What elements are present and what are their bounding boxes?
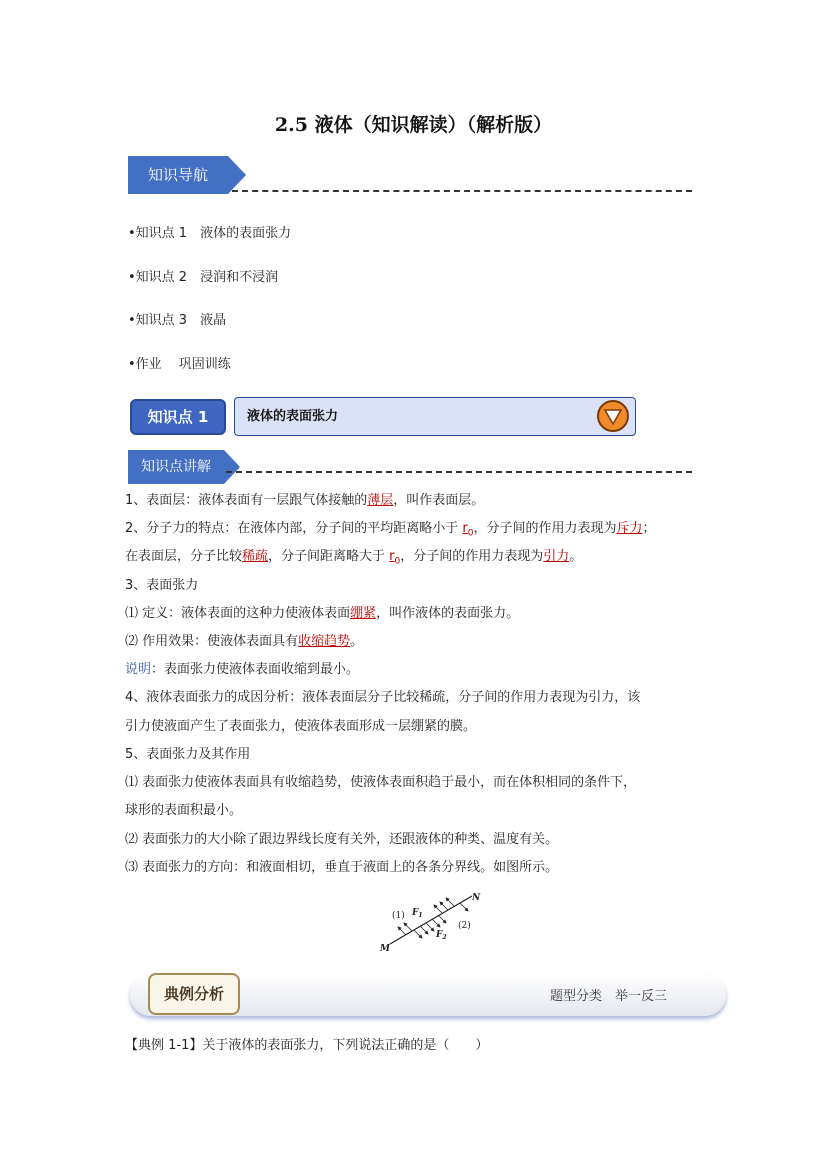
para-definition: ⑴ 定义：液体表面的这种力使液体表面绷紧，叫作液体的表面张力。: [125, 606, 520, 621]
para-heading-effects: 5、表面张力及其作用: [125, 747, 251, 762]
explanation-banner-label: 知识点讲解: [141, 459, 211, 475]
para-effect-2: ⑵ 表面张力的大小除了跟边界线长度有关外，还跟液体的种类、温度有关。: [125, 832, 559, 847]
nav-item-1[interactable]: •知识点 1 液体的表面张力: [128, 226, 292, 241]
explanation-divider: [226, 471, 692, 473]
nav-item-homework[interactable]: •作业 巩固训练: [128, 357, 231, 372]
knowledge-point-label: 液体的表面张力: [247, 409, 339, 424]
knowledge-point-tag: 知识点 1: [130, 399, 226, 435]
para-note: 说明：表面张力使液体表面收缩到最小。: [125, 662, 360, 677]
nav-item-3[interactable]: •知识点 3 液晶: [128, 313, 227, 328]
expand-icon[interactable]: [597, 400, 629, 432]
example-section-subtitle: 题型分类 举一反三: [550, 989, 668, 1004]
page-title: 2.5 液体（知识解读）（解析版）: [274, 114, 553, 136]
force-f1-label: $F_1$: [412, 908, 423, 919]
para-effect-3: ⑶ 表面张力的方向：和液面相切，垂直于液面上的各条分界线。如图所示。: [125, 860, 559, 875]
example-section-tag: 典例分析: [148, 973, 240, 1015]
point-m-label: M: [380, 944, 390, 954]
region-2-label: (2): [458, 921, 471, 931]
nav-item-2[interactable]: •知识点 2 浸润和不浸润: [128, 270, 279, 285]
para-heading-tension: 3、表面张力: [125, 578, 199, 593]
surface-tension-figure: [372, 888, 484, 956]
nav-banner: [128, 156, 246, 194]
para-surface-layer: 1、表面层：液体表面有一层跟气体接触的薄层，叫作表面层。: [125, 493, 485, 508]
region-1-label: (1): [392, 911, 405, 921]
para-effect-1a: ⑴ 表面张力使液体表面具有收缩趋势，使液体表面积趋于最小，而在体积相同的条件下，: [125, 775, 637, 790]
para-effect-1b: 球形的表面积最小。: [125, 803, 243, 818]
force-f2-label: $F_2$: [436, 930, 447, 941]
nav-divider: [232, 190, 692, 192]
para-effect: ⑵ 作用效果：使液体表面具有收缩趋势。: [125, 634, 364, 649]
point-n-label: N: [472, 893, 481, 903]
nav-banner-label: 知识导航: [147, 166, 208, 184]
knowledge-point-header[interactable]: [234, 397, 636, 436]
explanation-banner: [128, 450, 240, 484]
para-surface-molecules: 在表面层，分子比较稀疏，分子间距离略大于 $r_0$，分子间的作用力表现为引力。: [125, 549, 583, 567]
example-question: 【典例 1-1】关于液体的表面张力，下列说法正确的是（ ）: [125, 1038, 489, 1053]
para-molecular-force: 2、分子力的特点：在液体内部，分子间的平均距离略小于 $r_0$，分子间的作用力表现为斥力；: [125, 521, 656, 539]
para-cause-2: 引力使液面产生了表面张力，使液体表面形成一层绷紧的膜。: [125, 719, 477, 734]
para-cause-1: 4、液体表面张力的成因分析：液体表面层分子比较稀疏，分子间的作用力表现为引力，该: [125, 690, 641, 705]
